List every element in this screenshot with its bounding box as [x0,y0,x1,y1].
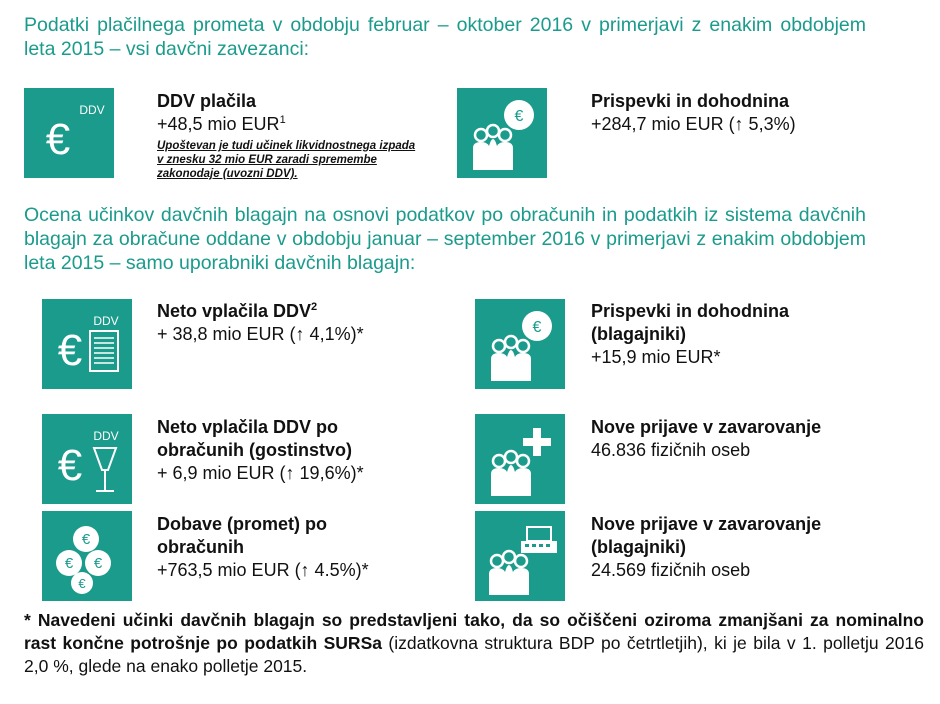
euro-glyph: € [514,108,524,125]
footnote-rest: (izdatkovna struktura BDP po četrtletjih), ki je bila v 1. polletju 2016 2,0 %, glede na enako polletje 2015. [24,633,924,676]
item-title-line2: obračunih [157,537,245,557]
nove-prijave-blagajniki-block [591,513,911,582]
item-value: 46.836 fizičnih oseb [591,440,751,460]
euro-glyph: € [93,555,103,572]
neto-ddv-block [157,300,457,346]
euro-ddv-icon [24,88,114,178]
euro-glyph: € [81,531,91,548]
item-title: DDV plačila [157,91,257,111]
euro-glyph: € [64,555,74,572]
item-title-line1: Prispevki in dohodnina [591,301,790,321]
item-title-line1: Dobave (promet) po [157,514,328,534]
item-title: Nove prijave v zavarovanje [591,417,822,437]
neto-ddv-gostinstvo-block [157,416,457,485]
prispevki-block [591,90,911,136]
section-heading-cash-registers: Ocena učinkov davčnih blagajn na osnovi podatkov po obračunih in podatkih iz sistema davčnih blagajn za obračune oddane v obdobju januar – september 2016 v primerjavi z enakim obdobjem leta 2015 – samo uporabniki davčnih blagajn: [24,204,866,274]
item-value: 24.569 fizičnih oseb [591,560,751,580]
euro-ddv-glass-icon [42,414,132,504]
people-plus-icon [475,414,565,504]
item-title-line2: (blagajniki) [591,537,687,557]
footnote-bold: * Navedeni učinki davčnih blagajn so predstavljeni tako, da so očiščeni oziroma zmanjšani za nominalno rast končne potrošnje po podatkih SURSa [24,610,924,653]
dobave-block [157,513,457,582]
prispevki-blagajniki-block [591,300,911,369]
euro-glyph: € [57,326,83,375]
footnote [24,609,924,678]
item-value: +284,7 mio EUR (↑ 5,3%) [591,114,796,134]
item-value: +48,5 mio EUR [157,114,280,134]
item-value: +763,5 mio EUR (↑ 4.5%)* [157,560,369,580]
ddv-label: DDV [79,103,105,117]
item-title: Prispevki in dohodnina [591,91,790,111]
euro-glyph: € [78,576,86,591]
item-title-line1: Neto vplačila DDV po [157,417,339,437]
euro-glyph: € [57,441,83,490]
ddv-label: DDV [93,429,119,443]
euro-ddv-document-icon [42,299,132,389]
item-title-line1: Nove prijave v zavarovanje [591,514,822,534]
footnote-marker: 2 [311,301,318,313]
section-heading-payments: Podatki plačilnega prometa v obdobju februar – oktober 2016 v primerjavi z enakim obdobjem leta 2015 – vsi davčni zavezanci: [24,14,866,60]
item-title: Neto vplačila DDV [157,301,312,321]
people-cash-register-icon [475,511,565,601]
nove-prijave-block [591,416,911,462]
footnote-marker: 1 [279,114,286,126]
people-euro-icon [457,88,547,178]
item-value: + 38,8 mio EUR (↑ 4,1%)* [157,324,364,344]
ddv-label: DDV [93,314,119,328]
item-title-line2: obračunih (gostinstvo) [157,440,352,460]
euro-glyph: € [532,319,542,336]
item-value: + 6,9 mio EUR (↑ 19,6%)* [157,463,364,483]
item-value: +15,9 mio EUR* [591,347,721,367]
euro-glyph: € [45,115,71,164]
euro-coins-icon [42,511,132,601]
ddv-placila-block [157,90,447,181]
item-title-line2: (blagajniki) [591,324,687,344]
item-note: Upoštevan je tudi učinek likvidnostnega izpada v znesku 32 mio EUR zaradi spremembe zakonodaje (uvozni DDV). [157,140,416,180]
people-euro-icon [475,299,565,389]
